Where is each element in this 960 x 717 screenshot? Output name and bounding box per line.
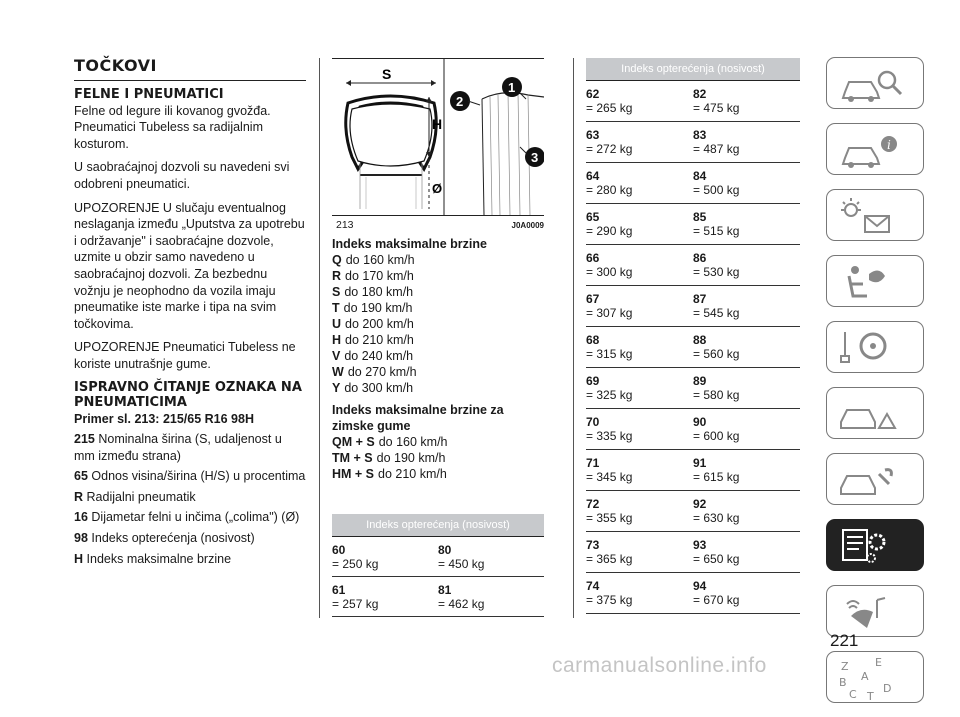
table-row	[586, 573, 800, 614]
speed-item	[332, 450, 544, 466]
svg-text:D: D	[883, 682, 892, 695]
load-index-value: = 325 kg	[586, 388, 633, 402]
load-index-code: 64	[586, 169, 600, 183]
tab-safety[interactable]	[826, 255, 924, 307]
load-index-value: = 250 kg	[332, 557, 379, 571]
table-cell	[693, 456, 800, 484]
svg-text:Z: Z	[841, 660, 849, 673]
reading-text: Indeks maksimalne brzine	[86, 551, 232, 566]
speed-item	[332, 300, 544, 316]
load-index-value: = 345 kg	[586, 470, 633, 484]
winter-speed-heading: Indeks maksimalne brzine za zimske gume	[332, 403, 504, 433]
page-number: 221	[830, 631, 859, 650]
table-cell	[693, 538, 800, 566]
winter-speed-list	[332, 434, 544, 482]
load-index-code: 63	[586, 128, 600, 142]
load-index-code: 82	[693, 87, 707, 101]
table-cell	[693, 374, 800, 402]
speed-item	[332, 316, 544, 332]
reading-code: H	[74, 551, 84, 566]
speed-item	[332, 364, 544, 380]
reading-heading: ISPRAVNO ČITANJE OZNAKA NA PNEUMATICIMA	[74, 379, 302, 410]
load-index-code: 61	[332, 583, 346, 597]
speed-code: T	[332, 301, 340, 315]
speed-text: do 190 km/h	[376, 451, 446, 465]
svg-text:A: A	[861, 670, 869, 683]
table-cell	[586, 333, 693, 361]
speed-code: HM + S	[332, 467, 375, 481]
speed-item	[332, 348, 544, 364]
speed-item	[332, 466, 544, 482]
tab-index[interactable]	[826, 651, 924, 703]
load-index-value: = 355 kg	[586, 511, 633, 525]
table-row	[586, 409, 800, 450]
speed-text: do 210 km/h	[378, 467, 447, 481]
load-table-b	[586, 81, 800, 614]
reading-item	[74, 489, 306, 506]
table-cell	[693, 292, 800, 320]
load-index-code: 73	[586, 538, 600, 552]
load-index-code: 88	[693, 333, 707, 347]
load-index-code: 68	[586, 333, 600, 347]
table-cell	[693, 251, 800, 279]
speed-item	[332, 380, 544, 396]
figure-number: 213	[336, 219, 354, 231]
speed-text: do 240 km/h	[344, 349, 414, 363]
right-column	[586, 58, 800, 614]
table-row	[332, 577, 544, 617]
table-cell	[693, 210, 800, 238]
load-index-code: 92	[693, 497, 707, 511]
load-index-value: = 265 kg	[586, 101, 633, 115]
reading-code: 98	[74, 531, 88, 546]
table-cell	[693, 497, 800, 525]
rims-paragraph-2: U saobraćajnoj dozvoli su navedeni svi odobreni pneumatici.	[74, 160, 290, 191]
reading-item	[74, 468, 306, 485]
speed-text: do 190 km/h	[343, 301, 413, 315]
svg-text:C: C	[849, 688, 857, 701]
reading-text: Odnos visina/širina (H/S) u procentima	[91, 469, 306, 484]
speed-item	[332, 434, 544, 450]
load-table-b-header: Indeks opterećenja (nosivost)	[586, 58, 800, 81]
load-index-value: = 530 kg	[693, 265, 740, 279]
speed-item	[332, 252, 544, 268]
table-cell	[586, 579, 693, 607]
badge-2-label: 2	[456, 94, 464, 109]
reading-text: Nominalna širina (S, udaljenost u mm između strana)	[74, 432, 282, 463]
speed-code: S	[332, 285, 341, 299]
load-index-value: = 670 kg	[693, 593, 740, 607]
load-index-value: = 375 kg	[586, 593, 633, 607]
tab-warning-lights[interactable]	[826, 189, 924, 241]
load-index-value: = 335 kg	[586, 429, 633, 443]
reading-text: Dijametar felni u inčima („colima") (Ø)	[91, 510, 300, 525]
load-index-code: 90	[693, 415, 707, 429]
table-cell	[693, 333, 800, 361]
table-cell	[586, 456, 693, 484]
table-cell	[438, 583, 544, 611]
reading-item	[74, 509, 306, 526]
middle-column	[332, 58, 544, 617]
tab-technical-data[interactable]	[826, 519, 924, 571]
table-cell	[332, 543, 438, 571]
load-index-value: = 365 kg	[586, 552, 633, 566]
load-index-code: 87	[693, 292, 707, 306]
load-index-value: = 315 kg	[586, 347, 633, 361]
load-index-code: 86	[693, 251, 707, 265]
load-index-value: = 650 kg	[693, 552, 740, 566]
load-index-value: = 475 kg	[693, 101, 740, 115]
load-index-code: 80	[438, 543, 452, 557]
table-cell	[438, 543, 544, 571]
technical-data-gear-icon	[827, 520, 925, 572]
badge-1-label: 1	[508, 80, 516, 95]
seat-airbag-icon	[827, 256, 925, 308]
speed-text: do 180 km/h	[344, 285, 414, 299]
load-index-code: 85	[693, 210, 707, 224]
table-row	[332, 537, 544, 577]
table-row	[586, 286, 800, 327]
tab-emergency[interactable]	[826, 387, 924, 439]
reading-text: Indeks opterećenja (nosivost)	[91, 531, 255, 546]
speed-text: do 300 km/h	[344, 381, 414, 395]
load-index-value: = 450 kg	[438, 557, 485, 571]
load-index-code: 72	[586, 497, 600, 511]
load-index-value: = 257 kg	[332, 597, 379, 611]
speed-code: U	[332, 317, 342, 331]
table-cell	[586, 210, 693, 238]
table-row	[586, 245, 800, 286]
load-index-code: 89	[693, 374, 707, 388]
table-row	[586, 532, 800, 573]
tab-starting-driving[interactable]	[826, 321, 924, 373]
speed-item	[332, 284, 544, 300]
load-index-value: = 545 kg	[693, 306, 740, 320]
reading-code: 16	[74, 510, 88, 525]
load-index-code: 94	[693, 579, 707, 593]
reading-item	[74, 431, 306, 464]
tab-multimedia[interactable]	[826, 585, 924, 637]
load-index-value: = 515 kg	[693, 224, 740, 238]
watermark: carmanualsonline.info	[552, 654, 767, 677]
table-cell	[586, 292, 693, 320]
badge-3-label: 3	[531, 150, 539, 165]
table-cell	[586, 169, 693, 197]
load-index-code: 91	[693, 456, 707, 470]
table-row	[586, 327, 800, 368]
car-search-icon	[827, 58, 925, 110]
load-index-code: 70	[586, 415, 600, 429]
load-table-a-header: Indeks opterećenja (nosivost)	[332, 514, 544, 537]
load-index-value: = 300 kg	[586, 265, 633, 279]
speed-item	[332, 268, 544, 284]
load-index-code: 67	[586, 292, 600, 306]
load-index-value: = 580 kg	[693, 388, 740, 402]
rims-paragraph-1: Felne od legure ili kovanog gvožđa. Pneumatici Tubeless sa radijalnim kosturom.	[74, 103, 271, 151]
label-diameter: Ø	[432, 181, 443, 196]
speed-code: Q	[332, 253, 342, 267]
load-index-value: = 272 kg	[586, 142, 633, 156]
load-table-a	[332, 537, 544, 617]
load-index-code: 81	[438, 583, 452, 597]
left-column	[74, 58, 306, 571]
load-index-code: 66	[586, 251, 600, 265]
speed-list	[332, 252, 544, 396]
reading-item	[74, 530, 306, 547]
load-index-value: = 487 kg	[693, 142, 740, 156]
load-index-value: = 280 kg	[586, 183, 633, 197]
svg-text:B: B	[839, 676, 847, 689]
speed-item	[332, 332, 544, 348]
speed-code: TM + S	[332, 451, 373, 465]
load-index-code: 65	[586, 210, 600, 224]
reading-code: 65	[74, 469, 88, 484]
table-row	[586, 368, 800, 409]
tire-figure	[332, 58, 544, 216]
speed-code: Y	[332, 381, 341, 395]
speed-text: do 270 km/h	[347, 365, 417, 379]
table-cell	[586, 374, 693, 402]
load-index-code: 83	[693, 128, 707, 142]
table-cell	[693, 579, 800, 607]
load-index-value: = 307 kg	[586, 306, 633, 320]
svg-text:E: E	[875, 656, 882, 669]
table-cell	[693, 169, 800, 197]
speed-code: W	[332, 365, 344, 379]
car-wrench-icon	[827, 454, 925, 506]
car-info-icon	[827, 124, 925, 176]
speed-code: R	[332, 269, 342, 283]
table-row	[586, 163, 800, 204]
reading-list	[74, 431, 306, 567]
table-row	[586, 122, 800, 163]
tab-car-info[interactable]	[826, 123, 924, 175]
rims-heading: FELNE I PNEUMATICI	[74, 86, 224, 102]
tire-cross-section-diagram	[332, 59, 544, 215]
speed-code: V	[332, 349, 341, 363]
svg-text:T: T	[867, 690, 874, 703]
warning-paragraph-2: UPOZORENJE Pneumatici Tubeless ne koriste unutrašnje gume.	[74, 340, 296, 371]
load-index-value: = 500 kg	[693, 183, 740, 197]
table-cell	[693, 128, 800, 156]
table-cell	[586, 128, 693, 156]
load-index-value: = 600 kg	[693, 429, 740, 443]
reading-code: R	[74, 489, 84, 504]
speed-text: do 170 km/h	[345, 269, 414, 283]
speed-text: do 200 km/h	[345, 317, 414, 331]
table-row	[586, 81, 800, 122]
load-index-value: = 462 kg	[438, 597, 485, 611]
table-cell	[586, 497, 693, 525]
label-s: S	[382, 66, 392, 82]
steering-wheel-key-icon	[827, 322, 925, 374]
reading-example: Primer sl. 213: 215/65 R16 98H	[74, 411, 254, 426]
load-index-code: 93	[693, 538, 707, 552]
speed-text: do 160 km/h	[345, 253, 415, 267]
warning-light-message-icon	[827, 190, 925, 242]
load-index-code: 69	[586, 374, 600, 388]
car-warning-triangle-icon	[827, 388, 925, 440]
load-index-code: 62	[586, 87, 600, 101]
speed-text: do 160 km/h	[378, 435, 448, 449]
section-title: TOČKOVI	[74, 58, 306, 81]
table-cell	[586, 87, 693, 115]
reading-item	[74, 551, 306, 568]
figure-caption	[332, 216, 544, 232]
alphabetical-index-icon	[827, 652, 925, 704]
tab-maintenance[interactable]	[826, 453, 924, 505]
column-separator	[573, 58, 574, 618]
table-cell	[586, 251, 693, 279]
warning-paragraph-1: UPOZORENJE U slučaju eventualnog neslaganja između „Uputstva za upotrebu i održavanje" i saobraćajne dozvole, uzmite u obzir samo navedeno u saobraćajnoj dozvoli. Za bezbednu vožnju je neophodno da vozila imaju pneumatike iste marke i tipa na svim točkovima.	[74, 200, 305, 331]
load-index-value: = 630 kg	[693, 511, 740, 525]
load-index-value: = 560 kg	[693, 347, 740, 361]
reading-text: Radijalni pneumatik	[86, 489, 196, 504]
table-cell	[693, 87, 800, 115]
table-cell	[332, 583, 438, 611]
tab-car-search[interactable]	[826, 57, 924, 109]
load-index-code: 60	[332, 543, 346, 557]
speed-code: H	[332, 333, 342, 347]
svg-text:i: i	[887, 138, 891, 152]
table-cell	[586, 415, 693, 443]
load-index-code: 84	[693, 169, 707, 183]
speed-heading: Indeks maksimalne brzine	[332, 237, 487, 251]
table-row	[586, 450, 800, 491]
reading-code: 215	[74, 432, 95, 447]
speed-text: do 210 km/h	[345, 333, 414, 347]
table-cell	[586, 538, 693, 566]
label-h: H	[432, 116, 443, 132]
column-separator	[319, 58, 320, 618]
load-index-value: = 290 kg	[586, 224, 633, 238]
chapter-tabs	[826, 57, 926, 717]
load-index-value: = 615 kg	[693, 470, 740, 484]
table-row	[586, 491, 800, 532]
load-index-code: 74	[586, 579, 600, 593]
figure-code: J0A0009	[511, 221, 544, 230]
table-row	[586, 204, 800, 245]
load-index-code: 71	[586, 456, 600, 470]
table-cell	[693, 415, 800, 443]
speed-code: QM + S	[332, 435, 375, 449]
